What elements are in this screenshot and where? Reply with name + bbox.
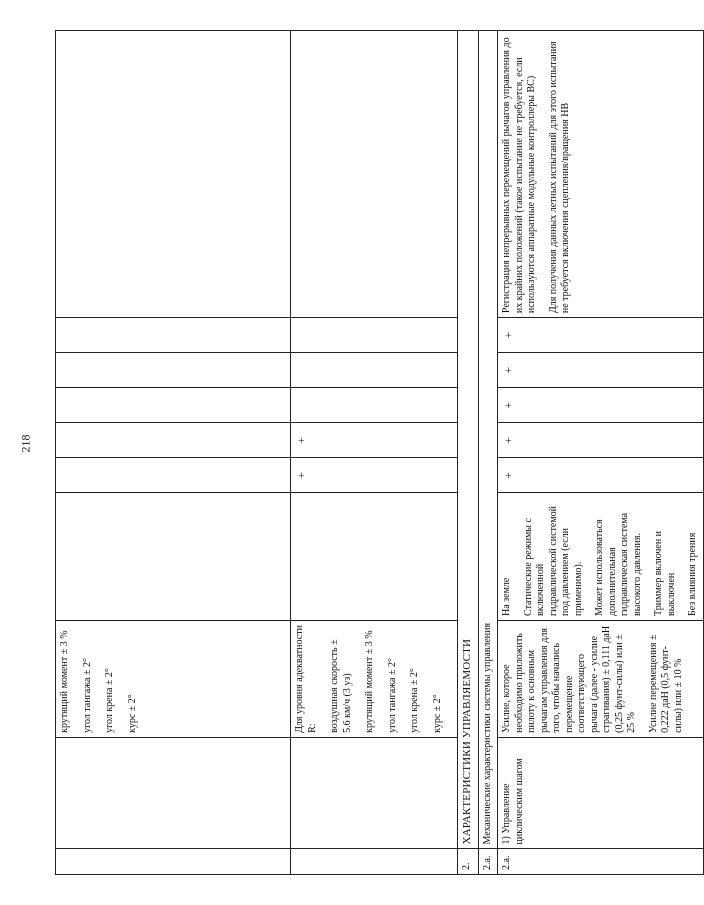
requirement-heading: Для уровня адекватности R:	[294, 625, 318, 733]
cell-mark	[291, 388, 458, 423]
requirement-line: угол крена ± 2°	[104, 668, 115, 733]
condition-line: Триммер включен и выключен	[653, 530, 677, 616]
cell-requirements	[498, 620, 704, 737]
cell-mark	[56, 318, 291, 353]
requirement-line: Усилие перемещения ± 0,222 даН (0,5 фунт-силы) или ± 10 %	[647, 634, 684, 733]
cell-mark	[291, 423, 458, 458]
requirement-line: угол тангажа ± 2°	[81, 658, 93, 733]
subsection-number: 2.a.	[478, 849, 498, 875]
condition-line: Может использоваться дополнительная гидравлическая система высокого давления.	[594, 512, 643, 616]
cell-name	[291, 737, 458, 849]
plus-mark: +	[501, 436, 516, 444]
requirement-line: Усилие, которое необходимо приложить пилоту к основным рычагам управления для того, чтобы начались перемещение соответствующего рычага (далее - усилие страгивания) ± 0,111 даН (0,25 фунт-силы) или ± 25 %	[501, 625, 638, 733]
cell-remarks	[56, 31, 291, 318]
cell-mark	[56, 388, 291, 423]
cell-name	[56, 737, 291, 849]
requirement-line: угол крена ± 2°	[409, 668, 420, 733]
document-sheet	[55, 30, 699, 875]
plus-mark: +	[501, 472, 516, 479]
table-row-cyclic-control	[498, 31, 704, 875]
requirements-table	[55, 30, 704, 875]
plus-mark: +	[501, 331, 516, 339]
requirement-line: крутящий момент ± 3 %	[59, 630, 70, 733]
requirement-line: курс ± 2°	[126, 694, 138, 733]
cell-conditions	[498, 493, 704, 621]
page-number: 218	[18, 434, 33, 453]
requirement-line: крутящий момент ± 3 %	[364, 630, 375, 733]
cell-mark	[498, 423, 704, 458]
plus-mark: +	[501, 401, 516, 409]
cell-mark	[498, 353, 704, 388]
section-title: ХАРАКТЕРИСТИКИ УПРАВЛЯЕМОСТИ	[458, 31, 479, 850]
plus-mark: +	[294, 436, 308, 444]
table-row-adequacy	[291, 31, 458, 875]
cell-conditions	[56, 493, 291, 621]
cell-number	[56, 849, 291, 875]
plus-mark: +	[501, 366, 516, 374]
cell-mark	[498, 388, 704, 423]
cell-mark	[291, 458, 458, 493]
cell-mark	[291, 318, 458, 353]
condition-line: Без влияния трения	[687, 532, 699, 616]
cell-remarks	[498, 31, 704, 318]
cell-conditions	[291, 493, 458, 621]
cell-mark	[56, 423, 291, 458]
section-number: 2.	[458, 849, 479, 875]
remark-line: Регистрация непрерывных перемещений рычагов управления до их крайних положений (такое испытание не требуется, если используются аппаратные модульные контроллеры ВС)	[501, 37, 538, 314]
cell-number	[291, 849, 458, 875]
plus-mark: +	[294, 472, 308, 479]
condition-line: Статические режимы с включенной гидравлической системой под давлением (если применимо).	[522, 505, 584, 616]
cell-mark	[291, 353, 458, 388]
cell-number: 2.a.	[498, 849, 704, 875]
subsection-header-row	[478, 31, 498, 875]
cell-mark	[498, 458, 704, 493]
table-row-continuation	[56, 31, 291, 875]
cell-mark	[56, 458, 291, 493]
cell-name: 1) Управление циклическим шагом	[498, 737, 704, 849]
cell-remarks	[291, 31, 458, 318]
remark-line: Для получения данных летных испытаний для этого испытания не требуется включения сцепления/вращения НВ	[547, 41, 572, 314]
requirement-line: угол тангажа ± 2°	[386, 658, 398, 733]
cell-requirements	[56, 620, 291, 737]
requirement-line: курс ± 2°	[431, 694, 443, 733]
cell-mark	[56, 353, 291, 388]
condition-line: На земле	[501, 577, 513, 616]
requirement-line: воздушная скорость ± 5.6 км/ч (3 уз)	[329, 639, 353, 733]
subsection-title: Механические характеристики системы управления	[478, 31, 498, 850]
cell-requirements	[291, 620, 458, 737]
section-header-row	[458, 31, 479, 875]
cell-mark	[498, 318, 704, 353]
